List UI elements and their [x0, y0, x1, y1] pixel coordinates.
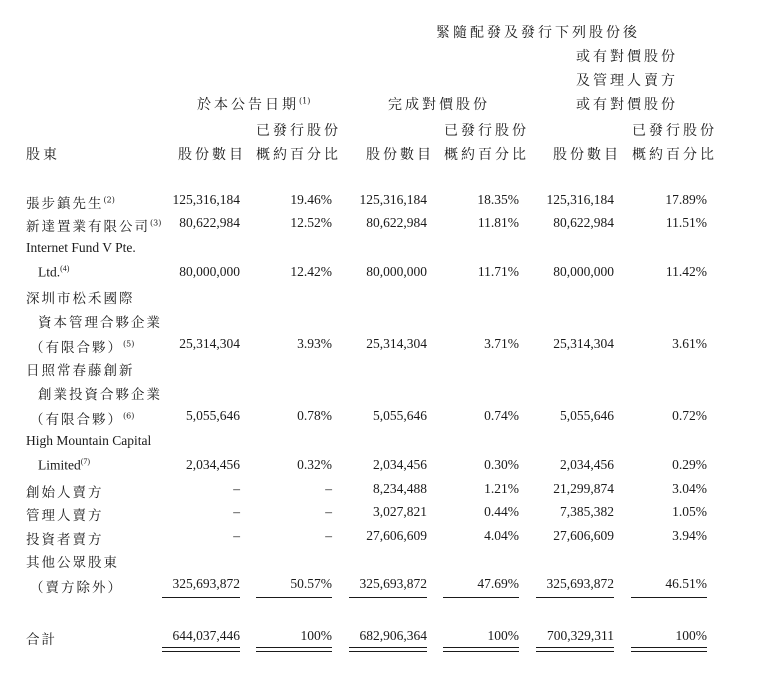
- double-rule-shares-today: [162, 647, 240, 652]
- total-pct-after: 100%: [675, 628, 707, 643]
- cell-pct-after: 0.29%: [672, 457, 707, 472]
- cell-shares-after: 125,316,184: [546, 192, 614, 207]
- rule-shares-after: [536, 597, 614, 598]
- double-rule-pct-completion: [443, 647, 519, 652]
- cell-shares-completion: 80,000,000: [366, 264, 427, 279]
- cell-pct-after: 3.94%: [672, 528, 707, 543]
- cell-pct-completion: 4.04%: [484, 528, 519, 543]
- double-rule-pct-today: [256, 647, 332, 652]
- cell-shares-today: 80,000,000: [179, 264, 240, 279]
- header-pct1-line1: 已發行股份: [256, 123, 341, 139]
- header-completion: 完成對價股份: [388, 97, 490, 113]
- header-shares-3: 股份數目: [553, 147, 621, 163]
- row-name-line1: Internet Fund V Pte.: [26, 240, 136, 255]
- cell-pct-today: –: [325, 528, 332, 543]
- cell-shares-after: 25,314,304: [553, 336, 614, 351]
- row-name-line2: 資本管理合夥企業: [38, 315, 162, 331]
- cell-shares-after: 80,622,984: [553, 215, 614, 230]
- cell-pct-today: 12.52%: [290, 215, 332, 230]
- cell-pct-after: 11.42%: [665, 264, 707, 279]
- row-name-line3: （有限合夥）$^{(5)}$: [30, 339, 135, 356]
- header-pct3-line1: 已發行股份: [632, 123, 717, 139]
- cell-pct-today: 0.78%: [297, 408, 332, 423]
- cell-pct-completion: 0.74%: [484, 408, 519, 423]
- row-name-line2: 創業投資合夥企業: [38, 387, 162, 403]
- cell-pct-completion: 3.71%: [484, 336, 519, 351]
- cell-shares-after: 325,693,872: [546, 576, 614, 591]
- rule-pct-after: [631, 597, 707, 598]
- cell-shares-today: 125,316,184: [172, 192, 240, 207]
- cell-shares-today: –: [233, 504, 240, 519]
- cell-pct-today: –: [325, 504, 332, 519]
- header-shareholder: 股東: [26, 147, 60, 163]
- header-pct1-line2: 概約百分比: [256, 147, 341, 163]
- cell-shares-after: 21,299,874: [553, 481, 614, 496]
- row-name-line1: High Mountain Capital: [26, 433, 152, 448]
- cell-shares-completion: 5,055,646: [373, 408, 427, 423]
- row-name: 投資者賣方: [26, 532, 104, 548]
- cell-pct-after: 3.04%: [672, 481, 707, 496]
- cell-shares-today: 25,314,304: [179, 336, 240, 351]
- row-name-line1: 深圳市松禾國際: [26, 291, 135, 307]
- cell-pct-today: 0.32%: [297, 457, 332, 472]
- total-shares-completion: 682,906,364: [359, 628, 427, 643]
- row-name: 新達置業有限公司$^{(3)}$: [26, 218, 162, 235]
- row-name-line2: （賣方除外）: [30, 580, 123, 596]
- cell-pct-today: –: [325, 481, 332, 496]
- cell-shares-today: –: [233, 481, 240, 496]
- cell-pct-after: 1.05%: [672, 504, 707, 519]
- total-shares-today: 644,037,446: [172, 628, 240, 643]
- cell-pct-completion: 47.69%: [477, 576, 519, 591]
- double-rule-pct-after: [631, 647, 707, 652]
- header-after-line1: 緊隨配發及發行下列股份後: [436, 25, 640, 41]
- cell-shares-today: 5,055,646: [186, 408, 240, 423]
- header-pct3-line2: 概約百分比: [632, 147, 717, 163]
- cell-shares-completion: 125,316,184: [359, 192, 427, 207]
- rule-pct-completion: [443, 597, 519, 598]
- cell-shares-completion: 8,234,488: [373, 481, 427, 496]
- header-after-line2: 或有對價股份: [576, 49, 678, 65]
- header-pct2-line1: 已發行股份: [444, 123, 529, 139]
- total-pct-today: 100%: [300, 628, 332, 643]
- cell-pct-today: 19.46%: [290, 192, 332, 207]
- double-rule-shares-after: [536, 647, 614, 652]
- header-after-line3: 及管理人賣方: [576, 73, 678, 89]
- rule-pct-today: [256, 597, 332, 598]
- rule-shares-completion: [349, 597, 427, 598]
- cell-pct-today: 12.42%: [290, 264, 332, 279]
- row-name: 張步鎮先生$^{(2)}$: [26, 195, 115, 212]
- total-shares-after: 700,329,311: [547, 628, 614, 643]
- cell-shares-after: 2,034,456: [560, 457, 614, 472]
- cell-pct-after: 46.51%: [665, 576, 707, 591]
- total-label: 合計: [26, 632, 57, 648]
- row-name-line3: （有限合夥）$^{(6)}$: [30, 411, 135, 428]
- cell-shares-today: 80,622,984: [179, 215, 240, 230]
- cell-shares-after: 5,055,646: [560, 408, 614, 423]
- total-pct-completion: 100%: [487, 628, 519, 643]
- row-name-line2: Limited$^{(7)}$: [38, 457, 91, 473]
- header-today: 於本公告日期$^{(1)}$: [197, 96, 311, 113]
- cell-pct-after: 3.61%: [672, 336, 707, 351]
- header-after-line4: 或有對價股份: [576, 97, 678, 113]
- row-name-line1: 日照常春藤創新: [26, 363, 135, 379]
- cell-shares-completion: 27,606,609: [366, 528, 427, 543]
- cell-shares-completion: 80,622,984: [366, 215, 427, 230]
- cell-pct-completion: 11.81%: [477, 215, 519, 230]
- row-name: 創始人賣方: [26, 485, 104, 501]
- cell-shares-today: –: [233, 528, 240, 543]
- cell-pct-completion: 0.44%: [484, 504, 519, 519]
- header-pct2-line2: 概約百分比: [444, 147, 529, 163]
- cell-shares-completion: 3,027,821: [373, 504, 427, 519]
- cell-pct-completion: 18.35%: [477, 192, 519, 207]
- row-name-line2: Ltd.$^{(4)}$: [38, 264, 70, 280]
- cell-pct-completion: 0.30%: [484, 457, 519, 472]
- cell-shares-after: 27,606,609: [553, 528, 614, 543]
- cell-shares-completion: 2,034,456: [373, 457, 427, 472]
- cell-pct-today: 50.57%: [290, 576, 332, 591]
- header-shares-1: 股份數目: [178, 147, 246, 163]
- cell-shares-after: 7,385,382: [560, 504, 614, 519]
- cell-shares-today: 325,693,872: [172, 576, 240, 591]
- cell-pct-today: 3.93%: [297, 336, 332, 351]
- cell-pct-after: 0.72%: [672, 408, 707, 423]
- header-shares-2: 股份數目: [366, 147, 434, 163]
- cell-pct-after: 17.89%: [665, 192, 707, 207]
- cell-pct-completion: 1.21%: [484, 481, 519, 496]
- cell-shares-completion: 325,693,872: [359, 576, 427, 591]
- cell-pct-completion: 11.71%: [477, 264, 519, 279]
- cell-pct-after: 11.51%: [665, 215, 707, 230]
- rule-shares-today: [162, 597, 240, 598]
- cell-shares-completion: 25,314,304: [366, 336, 427, 351]
- double-rule-shares-completion: [349, 647, 427, 652]
- row-name: 管理人賣方: [26, 508, 104, 524]
- cell-shares-today: 2,034,456: [186, 457, 240, 472]
- row-name-line1: 其他公眾股東: [26, 555, 119, 571]
- cell-shares-after: 80,000,000: [553, 264, 614, 279]
